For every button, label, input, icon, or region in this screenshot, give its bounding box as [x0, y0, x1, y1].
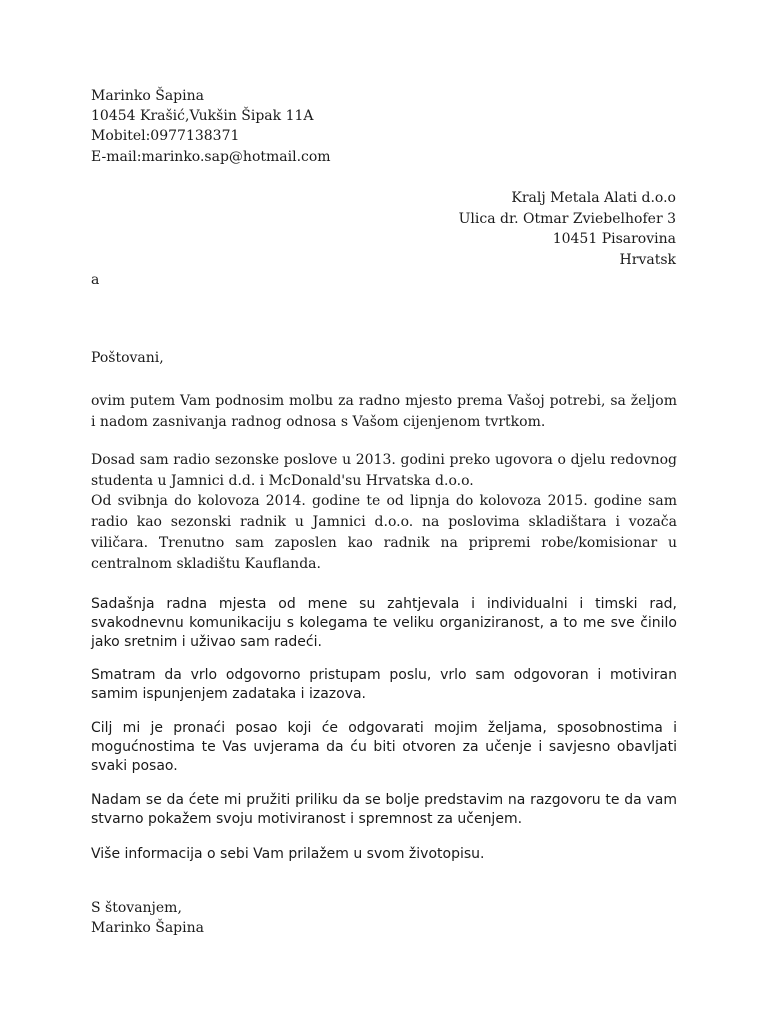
- recipient-company: Kralj Metala Alati d.o.o: [511, 190, 676, 206]
- paragraph-cv: Više informacija o sebi Vam prilažem u svom životopisu.: [91, 846, 485, 862]
- salutation: Poštovani,: [91, 350, 164, 366]
- paragraph-interview: Nadam se da ćete mi pružiti priliku da se bolje predstavim na razgovoru te da vam stvarno pokažem svoju motiviranost i spremnost za učenjem.: [91, 792, 677, 827]
- paragraph-responsibility: Smatram da vrlo odgovorno pristupam poslu, vrlo sam odgovoran i motiviran samim ispunjenjem zadataka i izazova.: [91, 667, 677, 702]
- sender-email: E-mail:marinko.sap@hotmail.com: [91, 149, 331, 165]
- sender-address: 10454 Krašić,Vukšin Šipak 11A: [91, 108, 314, 124]
- paragraph-current-role: Sadašnja radna mjesta od mene su zahtjevala i individualni i timski rad, svakodnevnu komunikaciju s kolegama te veliku organiziranost, a to me sve činilo jako sretnim i uživao sam radeći.: [91, 596, 677, 650]
- recipient-country: Hrvatsk: [619, 252, 676, 268]
- closing-phrase: S štovanjem,: [91, 900, 182, 916]
- recipient-street: Ulica dr. Otmar Zviebelhofer 3: [458, 211, 676, 227]
- paragraph-experience-2013: Dosad sam radio sezonske poslove u 2013. godini preko ugovora o djelu redovnog studenta u Jamnici d.d. i McDonald'su Hrvatska d.o.o.: [91, 452, 677, 489]
- recipient-city: 10451 Pisarovina: [552, 231, 676, 247]
- closing-name: Marinko Šapina: [91, 920, 204, 936]
- paragraph-application: ovim putem Vam podnosim molbu za radno mjesto prema Vašoj potrebi, sa željom i nadom zasnivanja radnog odnosa s Vašom cijenjenom tvrtkom.: [91, 393, 677, 430]
- sender-name: Marinko Šapina: [91, 88, 204, 104]
- paragraph-goal: Cilj mi je pronaći posao koji će odgovarati mojim željama, sposobnostima i mogućnostima te Vas uvjerama da ću biti otvoren za učenje i savjesno obavljati svaki posao.: [91, 720, 677, 774]
- recipient-country-wrap: a: [91, 272, 100, 288]
- sender-phone: Mobitel:0977138371: [91, 128, 240, 144]
- paragraph-experience-2014-2015: Od svibnja do kolovoza 2014. godine te od lipnja do kolovoza 2015. godine sam radio kao sezonski radnik u Jamnici d.o.o. na poslovima skladištara i vozača viličara. Trenutno sam zaposlen kao radnik na pripremi robe/komisionar u centralnom skladištu Kauflanda.: [91, 493, 677, 572]
